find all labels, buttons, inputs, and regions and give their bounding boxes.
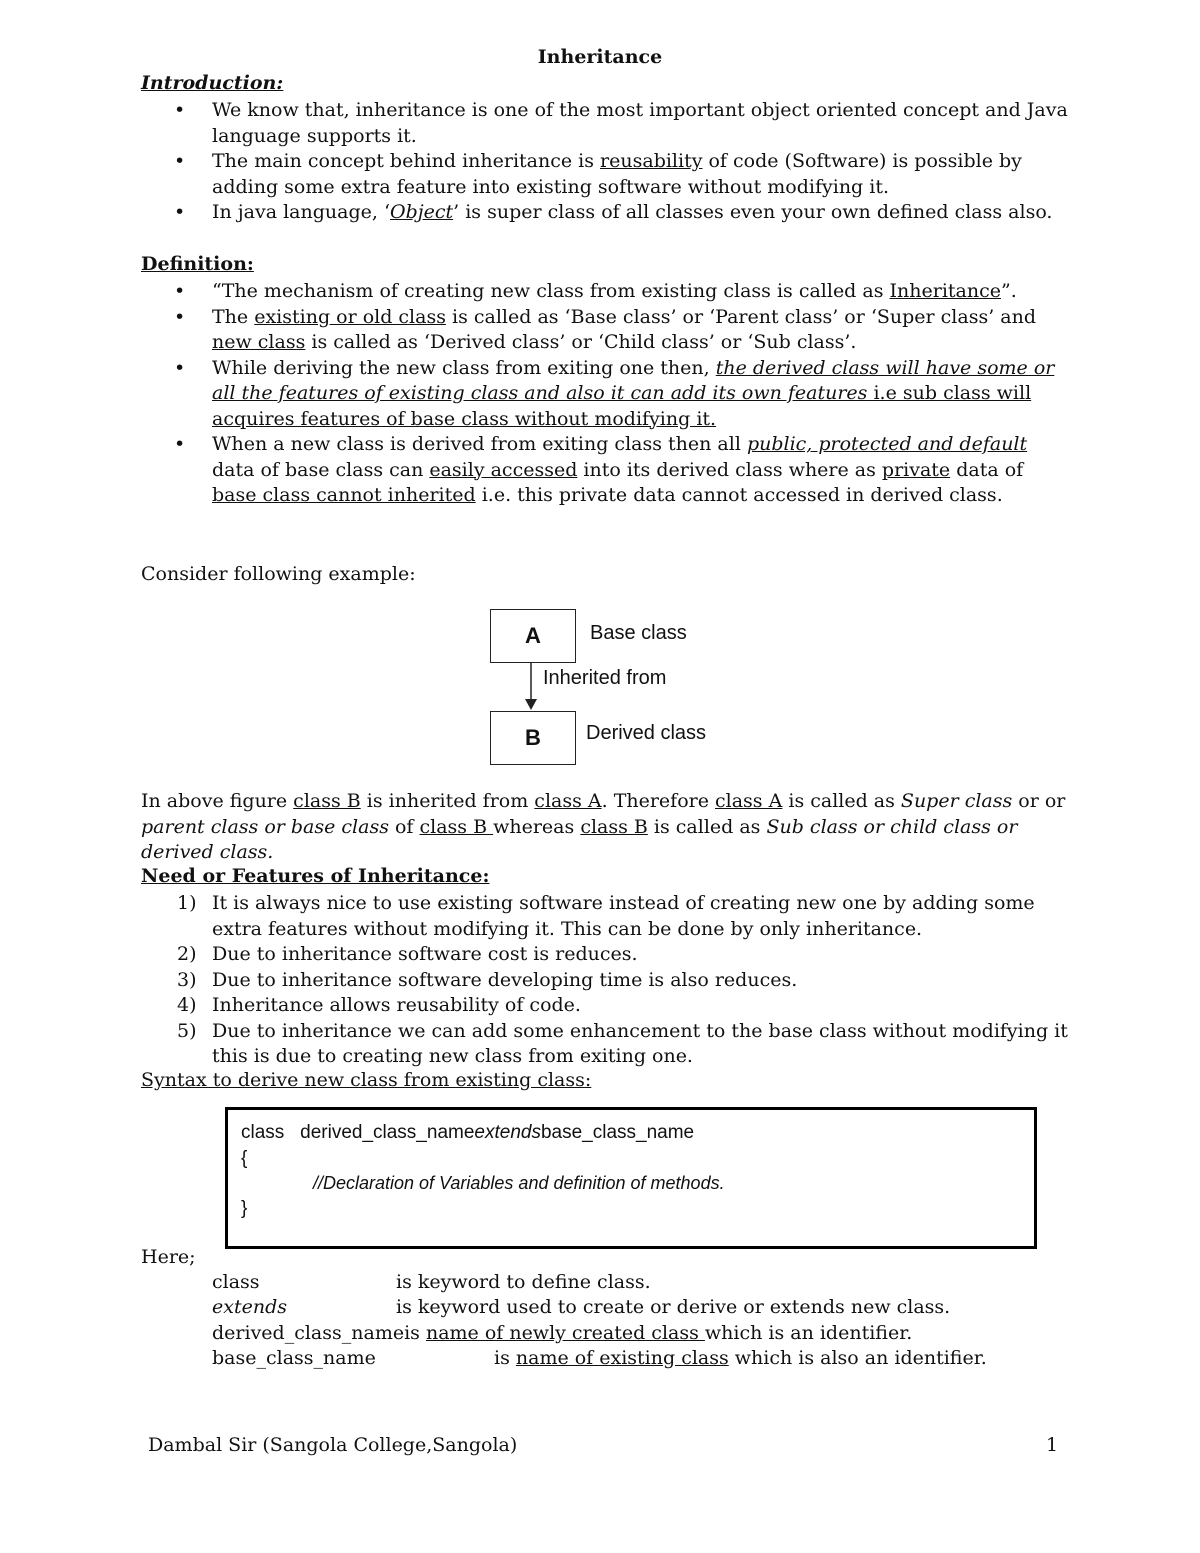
here-term-base: base_class_name [212, 1347, 376, 1369]
item-text: Due to inheritance software developing time is also reduces. [212, 968, 798, 991]
text-run: or or [1012, 790, 1066, 812]
intro-section [141, 98, 1071, 226]
footer-author: Dambal Sir (Sangola College,Sangola) [148, 1434, 518, 1456]
text-run: . Therefore [601, 790, 716, 812]
page-number: 1 [1046, 1434, 1059, 1456]
text-run: i.e. this private data cannot accessed in derived class. [475, 484, 1003, 506]
text-run: data of base class can [212, 458, 430, 481]
text-run: public, protected and default [746, 433, 1028, 455]
here-label: Here; [141, 1246, 196, 1268]
needs-item-2 [141, 942, 1071, 968]
here-desc-class: is keyword to define class. [396, 1271, 651, 1293]
text-run: While deriving the new class from exiting one then, [212, 356, 716, 379]
text-run: private [881, 458, 951, 481]
text-run: ’ is super class of all classes even your own defined class also. [453, 201, 1053, 223]
intro-bullet-1 [141, 98, 1071, 149]
base-class-label: Base class [590, 622, 687, 644]
item-number: 5) [177, 1019, 197, 1042]
text-run: parent class or base class [141, 815, 389, 838]
syntax-heading: Syntax to derive new class from existing class: [141, 1069, 592, 1091]
class-b-box: B [490, 711, 576, 765]
inherited-from-label: Inherited from [543, 667, 667, 689]
class-keyword: class [241, 1122, 285, 1143]
inheritance-term: Inheritance [889, 280, 1001, 302]
text-run: “The mechanism of creating new class from existing class is called as [212, 280, 890, 302]
text-run: class B [419, 815, 494, 838]
example-intro: Consider following example: [141, 563, 416, 585]
item-number: 2) [177, 943, 197, 965]
text-run: existing or old class [254, 305, 446, 328]
here-row-base-desc [494, 1346, 987, 1372]
text-run: whereas [493, 815, 581, 838]
syntax-declaration-line [241, 1122, 694, 1144]
figure-explanation [141, 789, 1071, 866]
intro-bullet-3 [141, 200, 1071, 226]
reusability-term: reusability [600, 150, 703, 172]
base-name: base_class_name [540, 1122, 695, 1143]
text-run: Sub class or child class or derived class. [141, 815, 1018, 863]
derived-name: derived_class_name [300, 1122, 475, 1143]
text-run: of code (Software) is possible by adding some extra feature into existing software without modifying it. [212, 150, 1022, 198]
needs-item-5 [141, 1019, 1071, 1070]
text-run: is inherited from [360, 790, 535, 812]
text-run: The main concept behind inheritance is [212, 150, 601, 172]
definition-section [141, 279, 1071, 509]
definition-bullet-4 [141, 432, 1071, 509]
definition-heading: Definition: [141, 253, 254, 275]
definition-bullet-2 [141, 305, 1071, 356]
definition-bullet-3 [141, 356, 1071, 433]
needs-item-1 [141, 891, 1071, 942]
text-run: data of [950, 458, 1024, 481]
close-brace: } [241, 1198, 248, 1219]
text-run: In java language, ‘ [212, 201, 390, 223]
text-run: the derived class will have some or all the features of existing class and also it can add its own features [212, 356, 1055, 404]
text-run: class A [715, 790, 783, 812]
intro-heading: Introduction: [141, 72, 284, 94]
needs-item-3 [141, 968, 1071, 994]
text-run: is called as [647, 815, 767, 838]
text-run: is [404, 1322, 426, 1344]
item-number: 4) [177, 994, 197, 1016]
open-brace: { [241, 1148, 248, 1169]
text-run: which is an identifier. [704, 1322, 913, 1344]
item-text: It is always nice to use existing software instead of creating new one by adding some extra features without modifying it. This can be done by only inheritance. [212, 892, 1035, 940]
inheritance-diagram [488, 607, 748, 767]
definition-bullet-1 [141, 279, 1071, 305]
syntax-box [225, 1107, 1037, 1249]
text-run: i.e sub class will acquires features of base class without modifying it. [212, 382, 1032, 430]
text-run: ”. [1000, 280, 1017, 302]
syntax-comment: //Declaration of Variables and definition of methods. [313, 1173, 725, 1193]
here-term-class: class [212, 1271, 260, 1293]
text-run: name of existing class [515, 1347, 729, 1369]
page-title: Inheritance [537, 46, 663, 68]
text-run: In above figure [141, 790, 294, 812]
text-run: class B [293, 790, 361, 812]
text-run: name of newly created class [425, 1322, 705, 1344]
text-run: new class [212, 331, 306, 353]
text-run: is called as [782, 790, 901, 812]
item-text: Due to inheritance software cost is reduces. [212, 943, 638, 965]
needs-item-4 [141, 993, 1071, 1019]
text-run: is called as ‘Derived class’ or ‘Child class’ or ‘Sub class’. [305, 331, 857, 353]
here-term-extends: extends [212, 1296, 287, 1318]
text-run: easily accessed [429, 458, 578, 481]
text-run: into its derived class where as [577, 458, 882, 481]
text-run: of [388, 815, 420, 838]
text-run: The [212, 305, 255, 328]
needs-heading: Need or Features of Inheritance: [141, 865, 490, 887]
intro-bullet-1-text: We know that, inheritance is one of the most important object oriented concept and Java language supports it. [212, 99, 1068, 147]
text-run: is [494, 1347, 516, 1369]
extends-keyword: extends [474, 1122, 541, 1143]
text-run: class A [534, 790, 602, 812]
here-term-derived: derived_class_name [212, 1322, 405, 1344]
item-number: 3) [177, 968, 197, 991]
text-run: which is also an identifier. [728, 1347, 987, 1369]
class-a-box: A [490, 609, 576, 663]
object-term: Object [390, 201, 454, 223]
item-number: 1) [177, 892, 197, 914]
derived-class-label: Derived class [586, 722, 707, 744]
text-run: is called as ‘Base class’ or ‘Parent class’ or ‘Super class’ and [445, 305, 1037, 328]
text-run: Super class [900, 790, 1013, 812]
intro-bullet-2 [141, 149, 1071, 200]
text-run: When a new class is derived from exiting class then all [212, 433, 747, 455]
needs-section [141, 891, 1071, 1070]
text-run: base class cannot inherited [212, 484, 476, 506]
item-text: Inheritance allows reusability of code. [212, 994, 581, 1016]
here-desc-extends: is keyword used to create or derive or extends new class. [396, 1296, 951, 1318]
text-run: class B [580, 815, 648, 838]
here-row-derived [212, 1321, 912, 1347]
item-text: Due to inheritance we can add some enhancement to the base class without modifying it this is due to creating new class from exiting one. [212, 1019, 1068, 1067]
